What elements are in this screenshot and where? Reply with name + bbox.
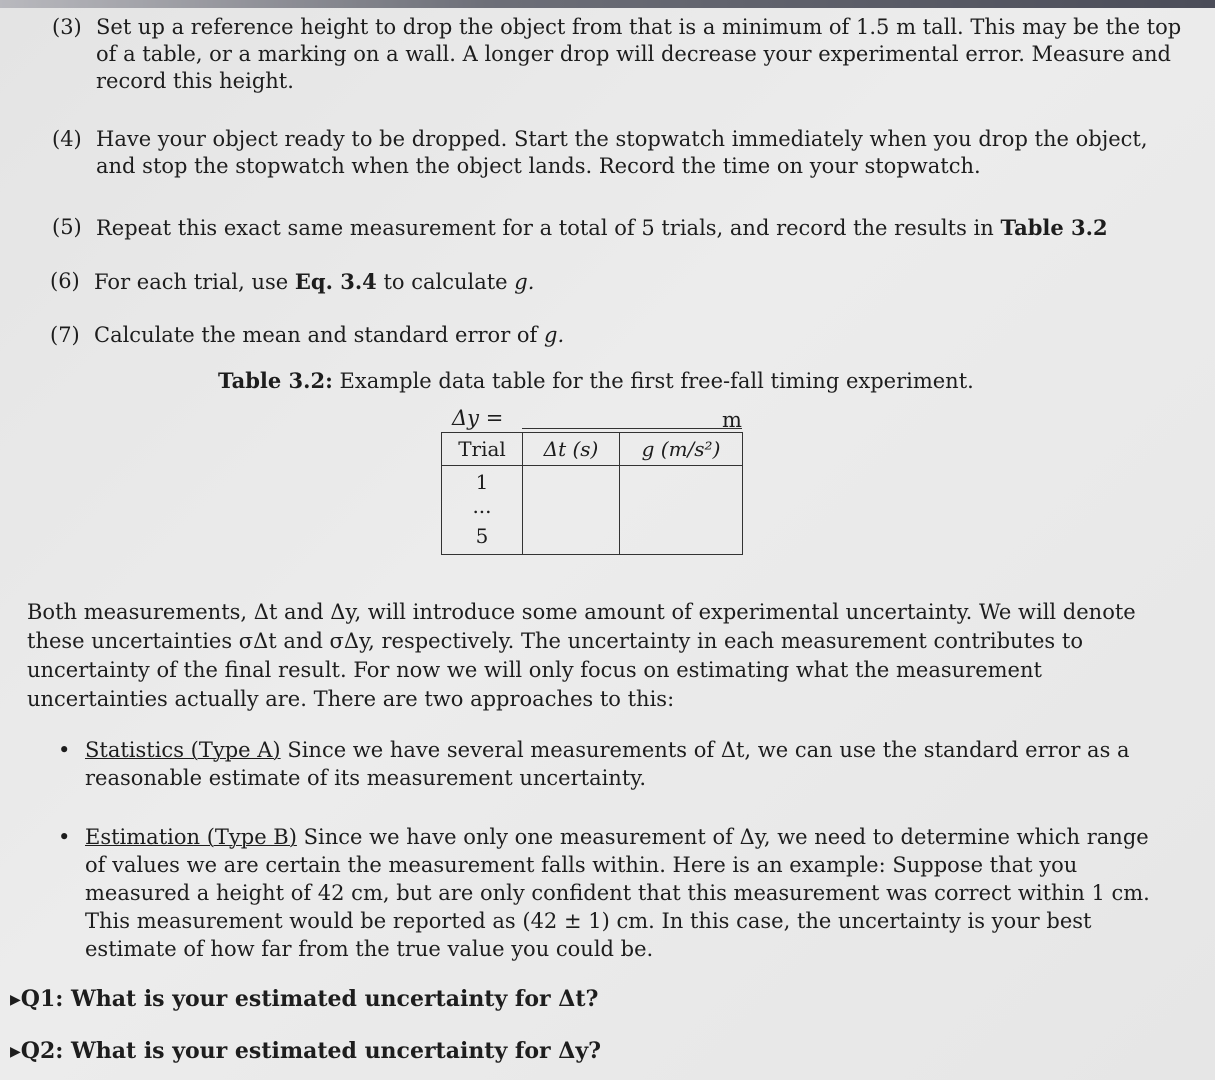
screen-top-edge	[0, 0, 1215, 8]
question-text: What is your estimated uncertainty for Δt?	[71, 986, 599, 1012]
step-number: (5)	[52, 215, 82, 239]
step-5	[52, 214, 1182, 242]
document-page	[0, 8, 1215, 1080]
step-number: (4)	[52, 127, 82, 151]
step-text: Repeat this exact same measurement for a total of 5 trials, and record the results in Table 3.2	[96, 215, 1108, 240]
triangle-right-icon: ▶	[10, 1044, 21, 1060]
step-text: Have your object ready to be dropped. Start the stopwatch immediately when you drop the object, and stop the stopwatch when the object lands. Record the time on your stopwatch.	[96, 127, 1148, 178]
question-label: Q2:	[20, 1038, 64, 1064]
trial-cell	[442, 466, 523, 555]
example-data-table	[441, 432, 743, 555]
bullet-dot-icon: •	[58, 738, 71, 762]
trial-first: 1	[475, 470, 489, 494]
step-6	[50, 268, 1150, 296]
bullet-text: Since we have several measurements of Δt, we can use the standard error as a reasonable estimate of its measurement uncertainty.	[85, 738, 1130, 790]
delta-y-blank-line	[522, 428, 742, 429]
bullet-title: Estimation (Type B)	[85, 825, 297, 849]
g-cell	[620, 466, 743, 555]
bullet-title: Statistics (Type A)	[85, 738, 281, 762]
step-7	[50, 322, 1150, 349]
question-2	[10, 1038, 601, 1064]
trial-ellipsis: ...	[472, 494, 492, 518]
bullet-dot-icon: •	[58, 825, 71, 849]
step-text: Calculate the mean and standard error of g.	[94, 323, 565, 347]
table-caption	[218, 368, 998, 393]
triangle-right-icon: ▶	[10, 992, 21, 1008]
table-caption-text: Example data table for the first free-fall timing experiment.	[339, 369, 974, 393]
equation-reference: Eq. 3.4	[294, 269, 377, 294]
table-row	[442, 466, 743, 555]
header-g: g (m/s²)	[620, 433, 743, 466]
step-number: (6)	[50, 269, 80, 293]
bullet-estimation	[58, 823, 1153, 963]
uncertainty-paragraph: Both measurements, Δt and Δy, will introduce some amount of experimental uncertainty. We will denote these uncertainties σΔt and σΔy, respectively. The uncertainty in each measurement contributes to uncertainty of the final result. For now we will only focus on estimating what the measurement uncertainties actually are. There are two approaches to this:	[27, 600, 1136, 711]
bullet-statistics	[58, 736, 1153, 792]
step-3	[52, 14, 1187, 95]
header-delta-t: Δt (s)	[523, 433, 620, 466]
step-text: For each trial, use Eq. 3.4 to calculate g.	[94, 269, 535, 294]
question-label: Q1:	[20, 986, 64, 1012]
step-text: Set up a reference height to drop the object from that is a minimum of 1.5 m tall. This may be the top of a table, or a marking on a wall. A longer drop will decrease your experimental error. Measure and record this height.	[96, 15, 1182, 93]
header-trial: Trial	[442, 433, 523, 466]
question-text: What is your estimated uncertainty for Δy?	[71, 1038, 602, 1064]
table-caption-label: Table 3.2:	[218, 368, 333, 393]
step-number: (7)	[50, 323, 80, 347]
question-1	[10, 986, 598, 1012]
step-4	[52, 126, 1182, 180]
table-header-row	[442, 433, 743, 466]
step-number: (3)	[52, 15, 82, 39]
table-reference: Table 3.2	[1000, 215, 1108, 240]
bullet-text: Since we have only one measurement of Δy, we need to determine which range of values we are certain the measurement falls within. Here is an example: Suppose that you measured a height of 42 cm, but are only confident that this measurement was correct within 1 cm. This measurement would be reported as (42 ± 1) cm. In this case, the uncertainty is your best estimate of how far from the true value you could be.	[85, 825, 1150, 961]
delta-t-cell	[523, 466, 620, 555]
delta-y-label: Δy =	[452, 406, 504, 430]
delta-y-unit: m	[722, 408, 742, 432]
trial-last: 5	[475, 524, 489, 548]
